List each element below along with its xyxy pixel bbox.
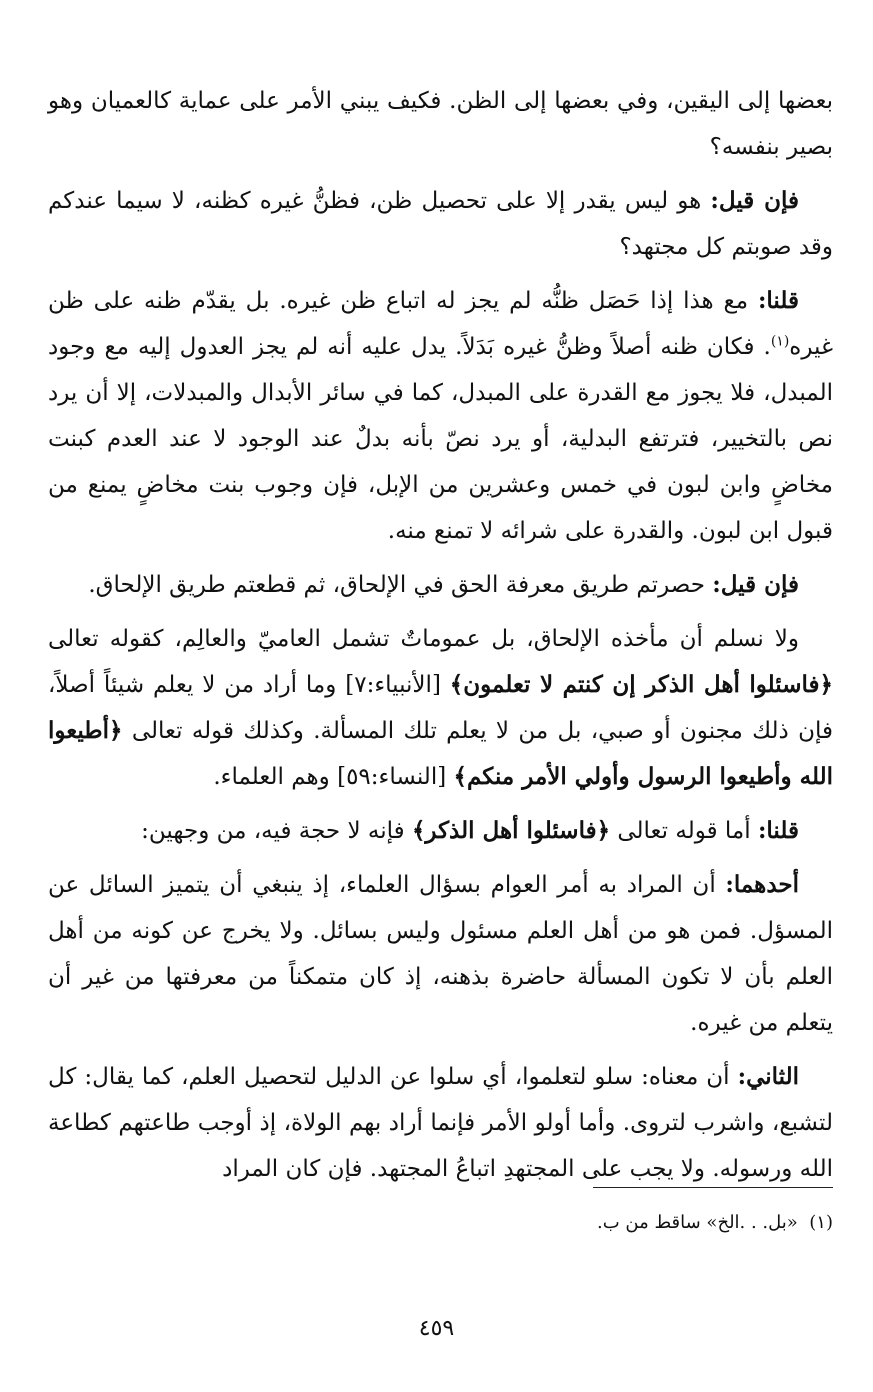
paragraph-2-text: هو ليس يقدر إلا على تحصيل ظن، فظنُّ غيره كظنه، لا سيما عندكم وقد صوبتم كل مجتهد؟: [48, 188, 833, 260]
paragraph-7-lead: أحدهما:: [725, 871, 799, 898]
paragraph-5: [48, 616, 833, 800]
paragraph-8: [48, 1054, 833, 1192]
paragraph-8-lead: الثاني:: [737, 1063, 799, 1090]
paragraph-1-text: بعضها إلى اليقين، وفي بعضها إلى الظن. فكيف يبني الأمر على عماية كالعميان وهو بصير بنفسه؟: [48, 88, 833, 160]
paragraph-5-text-c: [النساء:٥٩] وهم العلماء.: [213, 764, 454, 790]
paragraph-5-text-a: ولا نسلم أن مأخذه الإلحاق، بل عموماتٌ تشمل العاميّ والعالِم، كقوله تعالى: [48, 626, 799, 652]
paragraph-7-text: أن المراد به أمر العوام بسؤال العلماء، إذ ينبغي أن يتميز السائل عن المسؤل. فمن هو من أهل العلم مسئول وليس بسائل. ولا يخرج عن كونه من أهل العلم بأن لا تكون المسألة حاضرة بذهنه، إذ كان متمكناً من معرفتها من غير أن يتعلم من غيره.: [48, 872, 833, 1036]
quran-quote-2: ﴿أطيعوا الله وأطيعوا الرسول وأولي الأمر منكم﴾: [48, 717, 833, 790]
footnote-reference[interactable]: (١): [770, 333, 790, 350]
paragraph-4: [48, 562, 833, 608]
paragraph-3: [48, 278, 833, 554]
paragraph-6-text-a: أما قوله تعالى: [610, 818, 758, 844]
footnote-divider: [593, 1187, 833, 1188]
paragraph-3-text-a: مع هذا إذا حَصَل ظنُّه لم يجز له اتباع ظن غيره. بل يقدّم ظنه على ظن غيره: [48, 288, 833, 360]
paragraph-3-lead: قلنا:: [757, 287, 799, 314]
paragraph-4-text: حصرتم طريق معرفة الحق في الإلحاق، ثم قطعتم طريق الإلحاق.: [88, 572, 713, 598]
footnote-marker: (١): [809, 1212, 833, 1233]
paragraph-3-text-b: . فكان ظنه أصلاً وظنُّ غيره بَدَلاً. يدل عليه أنه لم يجز العدول إليه مع وجود المبدل، فلا يجوز مع القدرة على المبدل، كما في سائر الأبدال والمبدلات، إلا أن يرد نص بالتخيير، فترتفع البدلية، أو يرد نصّ بأنه بدلٌ عند الوجود لا عند العدم كبنت مخاضٍ وابن لبون في خمس وعشرين من الإبل، فإن وجوب بنت مخاضٍ يمنع من قبول ابن لبون. والقدرة على شرائه لا تمنع منه.: [48, 334, 833, 544]
quran-quote-1: ﴿فاسئلوا أهل الذكر إن كنتم لا تعلمون﴾: [449, 671, 833, 698]
quran-quote-3: ﴿فاسئلوا أهل الذكر﴾: [411, 817, 611, 844]
paragraph-8-text: أن معناه: سلو لتعلموا، أي سلوا عن الدليل لتحصيل العلم، كما يقال: كل لتشبع، واشرب لتروى. وأما أولو الأمر فإنما أراد بهم الولاة، إذ أوجب طاعتهم كطاعة الله ورسوله. ولا يجب على المجتهدِ اتباعُ المجتهد. فإن كان المراد: [48, 1064, 833, 1182]
paragraph-1: [48, 78, 833, 170]
page-number: ٤٥٩: [418, 1316, 455, 1341]
footnote-text: «بل. . .الخ» ساقط من ب.: [597, 1212, 798, 1233]
footnote: [48, 1208, 833, 1238]
paragraph-7: [48, 862, 833, 1046]
paragraph-5-text-b: [الأنبياء:٧] وما أراد من لا يعلم شيئاً أصلاً، فإن ذلك مجنون أو صبي، بل من لا يعلم تلك المسألة. وكذلك قوله تعالى: [48, 672, 833, 744]
paragraph-2-lead: فإن قيل:: [710, 187, 799, 214]
paragraph-4-lead: فإن قيل:: [712, 571, 799, 598]
paragraph-6: [48, 808, 833, 854]
paragraph-6-lead: قلنا:: [757, 817, 799, 844]
paragraph-2: [48, 178, 833, 270]
paragraph-6-text-b: فإنه لا حجة فيه، من وجهين:: [141, 818, 412, 844]
